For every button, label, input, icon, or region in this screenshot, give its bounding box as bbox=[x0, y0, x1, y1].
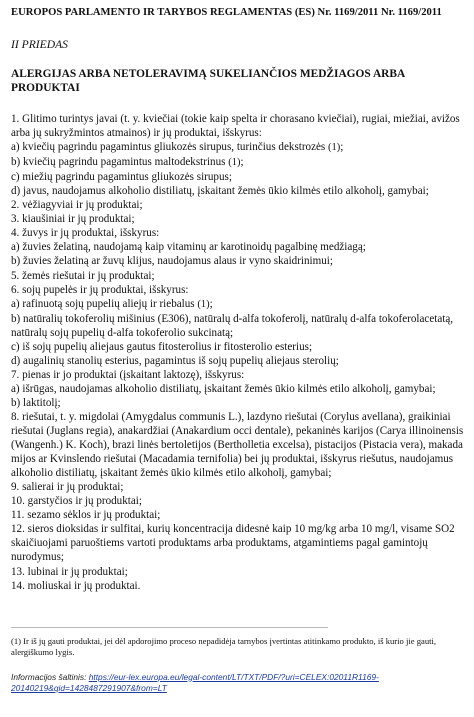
allergen-item bbox=[11, 112, 464, 140]
allergen-item-text: 12. sieros dioksidas ir sulfitai, kurių koncentracija didesnė kaip 10 mg/kg arba 10 mg/l, visame SO2 skaičiuojami paruoštiems vartoti produktams arba produktams, atgamintiems pagal gamintojų nurodymus; bbox=[11, 523, 455, 564]
allergen-item-text: 2. vėžiagyviai ir jų produktai; bbox=[11, 199, 143, 212]
allergen-item bbox=[11, 494, 464, 508]
allergen-item-text: c) iš sojų pupelių aliejaus gautus fitosterolius ir fitosterolio esterius; bbox=[11, 340, 313, 353]
regulation-header: EUROPOS PARLAMENTO IR TARYBOS REGLAMENTAS (ES) Nr. 1169/2011 Nr. 1169/2011 bbox=[11, 7, 442, 18]
footnote-ref: (1) bbox=[228, 157, 241, 169]
allergen-item-text: d) javus, naudojamus alkoholio distiliatų, įskaitant žemės ūkio kilmės etilo alkoholį, gamybai; bbox=[11, 185, 429, 198]
allergen-item bbox=[11, 226, 464, 240]
allergen-item-text: b) kviečių pagrindu pagamintus maltodekstrinus bbox=[11, 156, 229, 169]
allergen-item-text: 5. žemės riešutai ir jų produktai; bbox=[11, 269, 155, 282]
allergen-item-tail: ; bbox=[240, 156, 244, 169]
footnote: (1) Ir iš jų gauti produktai, jei dėl apdorojimo proceso nepadidėja tarnybos įvertintas atitinkamo produkto, iš kurio jie gauti, alergiškumo lygis. bbox=[11, 635, 437, 657]
allergen-item bbox=[11, 212, 464, 226]
allergen-item-text: b) laktitolį; bbox=[11, 396, 61, 409]
allergen-item-text: a) rafinuotą sojų pupelių aliejų ir riebalus bbox=[11, 297, 198, 310]
allergen-item bbox=[11, 254, 464, 268]
footnote-ref: (1) bbox=[197, 298, 210, 310]
allergen-item-text: 13. lubinai ir jų produktai; bbox=[11, 565, 128, 578]
allergen-item-text: d) augalinių stanolių esterius, pagamintus iš sojų pupelių aliejaus sterolių; bbox=[11, 354, 339, 367]
allergen-item bbox=[11, 396, 464, 410]
allergen-item-text: 4. žuvys ir jų produktai, išskyrus: bbox=[11, 227, 160, 240]
allergen-list bbox=[11, 112, 464, 593]
allergen-item bbox=[11, 368, 464, 382]
allergen-item bbox=[11, 565, 464, 579]
allergen-item bbox=[11, 155, 464, 170]
allergen-item-text: a) kviečių pagrindu pagamintus gliukozės sirupus, turinčius dekstrozės bbox=[11, 141, 329, 154]
footnote-ref: (1) bbox=[328, 142, 341, 154]
allergen-item bbox=[11, 240, 464, 254]
allergen-item bbox=[11, 140, 464, 155]
allergen-item bbox=[11, 579, 464, 593]
allergen-item bbox=[11, 297, 464, 312]
allergen-item-text: 14. moliuskai ir jų produktai. bbox=[11, 579, 141, 592]
allergen-item-text: 8. riešutai, t. y. migdolai (Amygdalus communis L.), lazdyno riešutai (Corylus avellana), graikiniai riešutai (Juglans regia), anakardžiai (Anakardium occi dentale), pekaninės karijos (Carya illinoinensis (Wangenh.) K. Koch), brazi linės bertoletijos (Bertholletia excelsa), pistacijos (Pistacia vera), makada mijos ar Kvinslendo riešutai (Macadamia ternifolia) bei jų produktai, išskyrus riešutus, naudojamus alkoholio distiliatų, įskaitant žemės ūkio kilmės etilo alkoholį, gamybai; bbox=[11, 410, 464, 480]
allergen-item-tail: ; bbox=[209, 297, 213, 310]
allergen-item-text: 10. garstyčios ir jų produktai; bbox=[11, 495, 142, 508]
allergen-item-text: a) išrūgas, naudojamas alkoholio distiliatų, įskaitant žemės ūkio kilmės etilo alkoholį, gamybai; bbox=[11, 382, 436, 395]
annex-title: ALERGIJAS ARBA NETOLERAVIMĄ SUKELIANČIOS MEDŽIAGOS ARBA PRODUKTAI bbox=[11, 68, 405, 94]
allergen-item-text: 3. kiaušiniai ir jų produktai; bbox=[11, 213, 135, 226]
allergen-item-text: a) žuvies želatiną, naudojamą kaip vitaminų ar karotinoidų pagalbinę medžiagą; bbox=[11, 241, 366, 254]
allergen-item bbox=[11, 354, 464, 368]
allergen-item-text: b) žuvies želatiną ar žuvų klijus, naudojamus alaus ir vyno skaidrinimui; bbox=[11, 255, 333, 268]
allergen-item bbox=[11, 382, 464, 396]
source-note bbox=[11, 672, 464, 694]
allergen-item bbox=[11, 508, 464, 522]
allergen-item-text: c) miežių pagrindu pagamintus gliukozės sirupus; bbox=[11, 171, 232, 184]
allergen-item bbox=[11, 269, 464, 283]
allergen-item bbox=[11, 184, 464, 198]
allergen-item bbox=[11, 340, 464, 354]
allergen-item bbox=[11, 480, 464, 494]
allergen-item bbox=[11, 170, 464, 184]
footnote-divider bbox=[11, 627, 328, 628]
annex-label: II PRIEDAS bbox=[11, 38, 68, 51]
allergen-item-text: 11. sezamo sėklos ir jų produktai; bbox=[11, 509, 161, 522]
allergen-item bbox=[11, 198, 464, 212]
allergen-item-text: 7. pienas ir jo produktai (įskaitant laktozę), išskyrus: bbox=[11, 368, 245, 381]
allergen-item-text: b) natūralių tokoferolių mišinius (E306), natūralų d-alfa tokoferolį, natūralų d-alfa tokoferolacetatą, natūralų sojų pupelių d-alfa tokoferolio sukcinatą; bbox=[11, 312, 454, 339]
allergen-item-text: 1. Glitimo turintys javai (t. y. kviečiai (tokie kaip spelta ir chorasano kviečiai), rugiai, miežiai, avižos arba jų sukryžmintos atmainos) ir jų produktai, išskyrus: bbox=[11, 113, 460, 140]
allergen-item-text: 6. sojų pupelės ir jų produktai, išskyrus: bbox=[11, 283, 189, 296]
source-link[interactable]: https://eur-lex.europa.eu/legal-content/LT/TXT/PDF/?uri=CELEX:02011R1169-20140219&qid=1428487291907&from=LT bbox=[11, 671, 379, 693]
source-label: Informacijos šaltinis: bbox=[11, 671, 89, 682]
allergen-item-text: 9. salierai ir jų produktai; bbox=[11, 481, 124, 494]
allergen-item-tail: ; bbox=[340, 141, 344, 154]
allergen-item bbox=[11, 522, 464, 564]
allergen-item bbox=[11, 283, 464, 297]
allergen-item bbox=[11, 410, 464, 480]
allergen-item bbox=[11, 312, 464, 340]
